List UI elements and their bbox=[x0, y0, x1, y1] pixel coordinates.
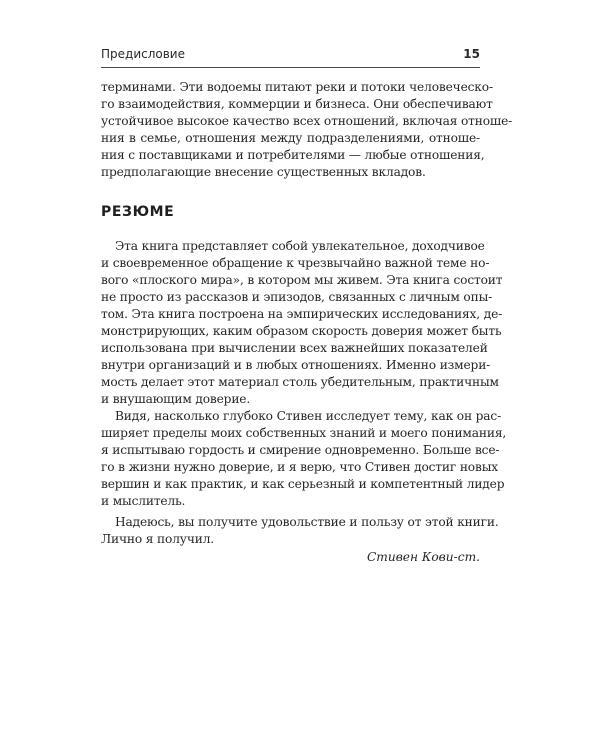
text-line: Надеюсь, вы получите удовольствие и пользу от этой книги. bbox=[115, 515, 499, 529]
author-signature: Стивен Кови-ст. bbox=[366, 550, 480, 564]
text-line: Эта книга представляет собой увлекательное, доходчивое bbox=[115, 239, 485, 253]
text-line: и мыслитель. bbox=[101, 494, 186, 508]
text-line: монстрирующих, каким образом скорость доверия может быть bbox=[101, 324, 502, 338]
text-line: не просто из рассказов и эпизодов, связанных с личным опы- bbox=[101, 290, 493, 304]
text-line: предполагающие внесение существенных вкладов. bbox=[101, 165, 426, 179]
text-line: го в жизни нужно доверие, и я верю, что Стивен достиг новых bbox=[101, 460, 498, 474]
paragraph-relationships bbox=[101, 79, 513, 181]
paragraph-author bbox=[101, 408, 507, 510]
text-line: и своевременное обращение к чрезвычайно важной теме но- bbox=[101, 256, 490, 270]
text-line: и внушающим доверие. bbox=[101, 392, 251, 406]
text-line: ния с поставщиками и потребителями — любые отношения, bbox=[101, 148, 485, 162]
header-title: Предисловие bbox=[101, 47, 185, 61]
section-heading: РЕЗЮМЕ bbox=[101, 204, 175, 220]
text-line: использована при вычислении всех важнейших показателей bbox=[101, 341, 488, 355]
text-line: вершин и как практик, и как серьезный и компетентный лидер bbox=[101, 477, 505, 491]
text-line: внутри организаций и в любых отношениях. Именно измери- bbox=[101, 358, 491, 372]
text-line: мость делает этот материал столь убедительным, практичным bbox=[101, 375, 499, 389]
text-line: Видя, насколько глубоко Стивен исследует тему, как он рас- bbox=[115, 409, 502, 423]
header-divider bbox=[101, 67, 480, 68]
paragraph-closing bbox=[101, 514, 499, 548]
text-line: ширяет пределы моих собственных знаний и моего понимания, bbox=[101, 426, 507, 440]
text-line: устойчивое высокое качество всех отношений, включая отноше- bbox=[101, 114, 513, 128]
paragraph-summary bbox=[101, 238, 503, 408]
text-line: том. Эта книга построена на эмпирических исследованиях, де- bbox=[101, 307, 503, 321]
text-line: го взаимодействия, коммерции и бизнеса. Они обеспечивают bbox=[101, 97, 493, 111]
text-line: ния в семье, отношения между подразделениями, отноше- bbox=[101, 131, 480, 145]
text-line: Лично я получил. bbox=[101, 532, 215, 546]
text-line: вого «плоского мира», в котором мы живем. Эта книга состоит bbox=[101, 273, 503, 287]
text-line: терминами. Эти водоемы питают реки и потоки человеческо- bbox=[101, 80, 493, 94]
text-line: я испытываю гордость и смирение одновременно. Больше все- bbox=[101, 443, 500, 457]
running-header bbox=[101, 47, 480, 61]
page-number: 15 bbox=[463, 47, 480, 61]
